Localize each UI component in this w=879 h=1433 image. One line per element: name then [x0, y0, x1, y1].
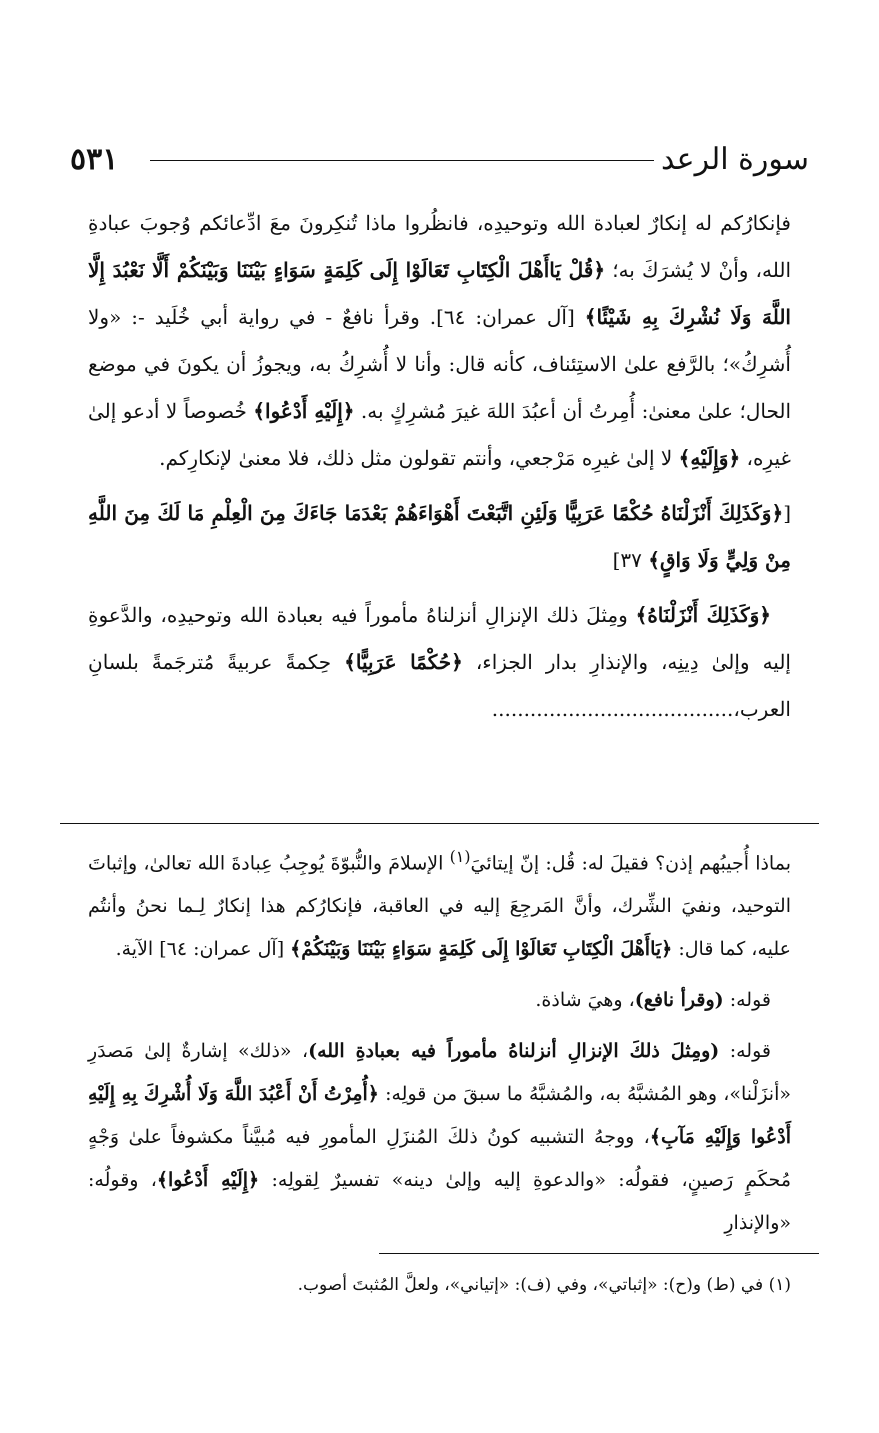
footnote-rule	[379, 1253, 819, 1254]
quran-verse: ﴿وَكَذَلِكَ أَنْزَلْنَاهُ حُكْمًا عَرَبِيًّا وَلَئِنِ اتَّبَعْتَ أَهْوَاءَهُمْ بَعْدَمَا جَاءَكَ مِنَ الْعِلْمِ مَا لَكَ مِنَ اللَّهِ مِنْ وَلِيٍّ وَلَا وَاقٍ﴾	[88, 501, 791, 572]
text-span: حِكمةً عربيةً مُترجَمةً بلسانِ العرب،	[88, 650, 791, 721]
text-span: لا إلىٰ غيرِه مَرْجعي، وأنتم تقولون مثل ذلك، فلا معنىٰ لإنكارِكم.	[159, 446, 679, 470]
text-span: قوله:	[719, 1040, 771, 1063]
text-span: ، ووجهُ التشبيه كونُ ذلكَ المُنزَلِ المأمورِ فيه مُبيَّناً مكشوفاً علىٰ وَجْهٍ مُحكَمٍ رَصينٍ، فقولُه: «والدعوةِ إليه وإلىٰ دينه» تفسيرٌ لِقولِه:	[88, 1126, 791, 1192]
quran-quote: ﴿وَكَذَلِكَ أَنْزَلْنَاهُ﴾	[635, 603, 772, 627]
text-span: بماذا أُجيبُهم إذن؟ فقيلَ له: قُل: إنّ إيتائيَ	[470, 852, 791, 875]
lemma: (ومِثلَ ذلكَ الإنزالِ أنزلناهُ مأموراً فيه بعبادةِ الله)	[308, 1040, 720, 1063]
quran-quote: ﴿يَاأَهْلَ الْكِتَابِ تَعَالَوْا إِلَى كَلِمَةٍ سَوَاءٍ بَيْنَنَا وَبَيْنَكُمْ﴾	[290, 938, 673, 961]
text-span: ، وقولُه: «والإنذارِ	[88, 1169, 791, 1235]
quran-quote: ﴿أُمِرْتُ أَنْ أَعْبُدَ اللَّهَ وَلَا أُشْرِكَ بِهِ إِلَيْهِ أَدْعُوا وَإِلَيْهِ مَآبِ﴾	[88, 1083, 791, 1149]
lemma: (وقرأ نافع)	[634, 989, 724, 1012]
quran-quote: ﴿وَإِلَيْهِ﴾	[678, 446, 741, 470]
quran-quote: ﴿قُلْ يَاأَهْلَ الْكِتَابِ تَعَالَوْا إِلَى كَلِمَةٍ سَوَاءٍ بَيْنَنَا وَبَيْنَكُمْ أَلَّا نَعْبُدَ إِلَّا اللَّهَ وَلَا نُشْرِكَ بِهِ شَيْئًا﴾	[88, 258, 791, 329]
text-span: الإسلامَ والنُّبوّةَ يُوجِبُ عِبادةَ الله تعالىٰ، وإثباتَ التوحيد، ونفيَ الشِّرك، وأنَّ المَرجِعَ إليه في العاقبة، فإنكارُكم هذا إنكارٌ لِـما نحنُ وأنتُم عليه، كما قال:	[88, 852, 791, 961]
footnote: (١) في (ط) و(ح): «إثباتي»، وفي (ف): «إتياني»، ولعلَّ المُثبتَ أصوب.	[297, 1275, 791, 1295]
text-span: [آل عمران: ٦٤] الآية.	[115, 938, 291, 961]
quran-quote: ﴿حُكْمًا عَرَبِيًّا﴾	[344, 650, 463, 674]
text-span: [آل عمران: ٦٤]. وقرأ نافعٌ - في رواية أبي خُلَيد -: «ولا أُشرِكُ»؛ بالرَّفع علىٰ الاستِئناف، كأنه قال: وأنا لا أُشرِكُ به، ويجوزُ أن يكونَ في موضع الحال؛ علىٰ معنىٰ: أُمِرتُ أن أعبُدَ اللهَ غيرَ مُشرِكٍ به.	[88, 305, 791, 423]
text-span: قوله:	[723, 989, 771, 1012]
page-number: ٥٣١	[70, 142, 119, 177]
commentary-paragraph-2	[88, 979, 791, 1022]
quran-quote: ﴿إِلَيْهِ أَدْعُوا﴾	[156, 1169, 260, 1192]
page-header	[70, 140, 809, 180]
verse-paragraph	[88, 490, 791, 584]
bracket-open: [	[783, 501, 791, 525]
surah-title: سورة الرعد	[660, 142, 809, 177]
continuation-dots: ......................................	[491, 697, 734, 721]
text-span: ، «ذلك» إشارةٌ إلىٰ مَصدَرِ «أنزَلْنا»، وهو المُشبَّهُ به، والمُشبَّهُ ما سبقَ من قولِه:	[88, 1040, 791, 1106]
main-paragraph-3	[88, 592, 791, 733]
text-span: فإنكارُكم له إنكارٌ لعبادة الله وتوحيدِه، فانظُروا ماذا تُنكِرونَ معَ ادِّعائكم وُجوبَ عبادةِ الله، وأنْ لا يُشرَكَ به؛	[88, 211, 791, 282]
main-text	[88, 200, 791, 741]
commentary-paragraph-1	[88, 835, 791, 971]
quran-quote: ﴿إِلَيْهِ أَدْعُوا﴾	[253, 399, 355, 423]
main-paragraph-1	[88, 200, 791, 482]
commentary-divider	[60, 823, 819, 824]
verse-number: ٣٧]	[612, 548, 649, 572]
text-span: خُصوصاً لا أدعو إلىٰ غيرِه،	[88, 399, 791, 470]
text-span: ، وهيَ شاذة.	[535, 989, 635, 1012]
commentary-paragraph-3	[88, 1030, 791, 1245]
commentary-text	[88, 835, 791, 1253]
footnote-ref[interactable]: (١)	[449, 847, 471, 866]
header-rule	[150, 160, 654, 161]
text-span: ومِثلَ ذلك الإنزالِ أنزلناهُ مأموراً فيه بعبادة الله وتوحيدِه، والدَّعوةِ إليه وإلىٰ دِينِه، والإنذارِ بدار الجزاء،	[88, 603, 791, 674]
